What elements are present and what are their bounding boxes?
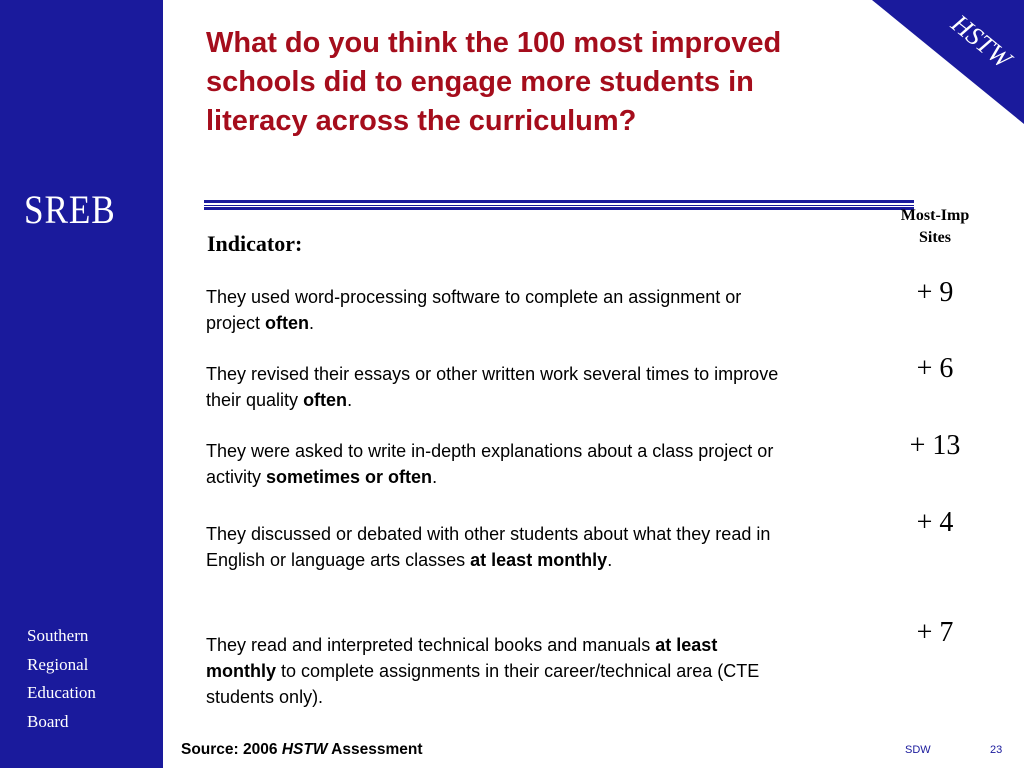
indicator-emphasis: often: [303, 390, 348, 410]
org-line: Board: [27, 711, 69, 731]
indicator-text: They revised their essays or other written work several times to improve their quality: [206, 364, 779, 410]
sidebar: [0, 0, 160, 768]
indicator-value: + 4: [916, 507, 954, 538]
sreb-logo: SREB: [24, 187, 116, 232]
indicator-row: [206, 632, 786, 710]
indicator-row: [206, 521, 786, 573]
source-note: [181, 741, 423, 759]
indicator-row: [206, 438, 786, 490]
organization-name: [27, 622, 96, 736]
indicator-text: They read and interpreted technical books and manuals: [206, 635, 656, 655]
column-header-line: Most-Imp: [900, 207, 970, 224]
indicator-value: + 13: [909, 430, 961, 461]
indicator-text-end: .: [432, 467, 438, 487]
column-header-line: Sites: [919, 229, 951, 246]
indicator-row: [206, 361, 786, 413]
indicator-label: Indicator:: [207, 231, 303, 256]
indicator-emphasis: often: [265, 313, 310, 333]
source-suffix: Assessment: [327, 741, 423, 758]
column-header: [885, 205, 985, 249]
indicator-emphasis: at least monthly: [206, 635, 718, 681]
indicator-value: + 7: [916, 617, 954, 648]
sidebar-divider: [160, 0, 163, 768]
header-rule: [204, 200, 914, 210]
hstw-badge-text: HSTW: [945, 8, 1017, 75]
indicator-text-end: .: [309, 313, 315, 333]
indicator-text: They were asked to write in-depth explanations about a class project or activity: [206, 441, 774, 487]
hstw-corner-badge: [872, 0, 1024, 124]
indicator-emphasis: sometimes or often: [266, 467, 433, 487]
indicator-text: They discussed or debated with other students about what they read in English or language arts classes: [206, 524, 771, 570]
org-line: Education: [27, 683, 96, 702]
indicator-value: + 9: [916, 277, 954, 308]
indicator-value: + 6: [916, 353, 954, 384]
page-number: 23: [990, 744, 1003, 756]
indicator-row: [206, 284, 786, 336]
footer-author: SDW: [905, 744, 931, 756]
indicator-text-end: .: [607, 550, 613, 570]
org-line: Southern: [27, 626, 89, 645]
indicator-text: They used word-processing software to complete an assignment or project: [206, 287, 742, 333]
indicator-text-end: .: [347, 390, 353, 410]
org-line: Regional: [27, 654, 89, 674]
slide-title: What do you think the 100 most improved schools did to engage more students in literacy across the curriculum?: [206, 27, 782, 137]
indicator-text-end: to complete assignments in their career/technical area (CTE students only).: [206, 661, 760, 707]
indicator-emphasis: at least monthly: [470, 550, 608, 570]
source-italic: HSTW: [281, 741, 328, 758]
source-prefix: Source: 2006: [181, 741, 282, 758]
